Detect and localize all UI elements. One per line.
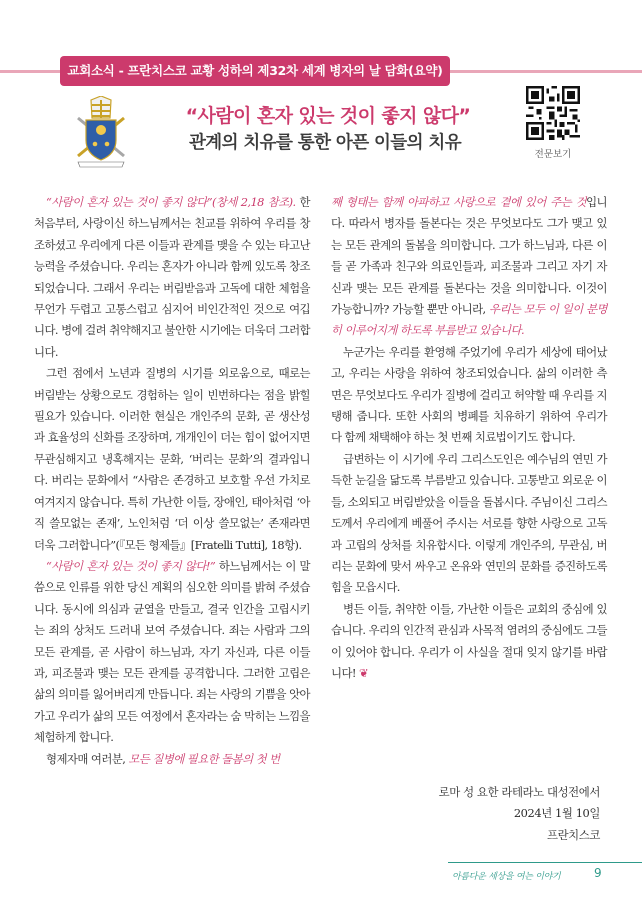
magazine-name: 아름다운 세상을 여는 이야기 bbox=[452, 872, 561, 882]
paragraph-text: 형제자매 여러분, bbox=[46, 751, 129, 766]
article-subtitle: 관계의 치유를 통한 아픈 이들의 치유 bbox=[188, 133, 462, 153]
signature-name: 프란치스코 bbox=[546, 827, 600, 842]
paragraph-text: 한처음부터, 사랑이신 하느님께서는 친교를 위하여 우리를 창조하셨고 우리에게 다른 이들과 관계를 맺을 수 있는 타고난 능력을 주셨습니다. 우리는 혼자가 아니라 함께 있도록 창조되었습니다. 그래서 우리는 버림받음과 고독에 대한 체험을 무언가 두렵고 고통스럽고 심지어 비인간적인 것으로 여깁니다. 병에 걸려 취약해지고 불안한 시기에는 더욱더 그러합니다. bbox=[34, 195, 311, 359]
paragraph: 그런 점에서 노년과 질병의 시기를 외로움으로, 때로는 버림받는 상황으로도 경험하는 일이 빈번하다는 점을 밝힐 필요가 있습니다. 이러한 현실은 개인주의 문화, 곧 생산성과 효율성의 신화를 조장하며, 개개인이 더는 힘이 없어지면 무관심해지고 냉혹해지는 문화, ‘버리는 문화’의 결과입니다. 버리는 문화에서 “사람은 존경하고 보호할 우선 가치로 여겨지지 않습니다. 특히 가난한 이들, 장애인, 태아처럼 ‘아직 쓸모없는 존재’, 노인처럼 ‘더 이상 쓸모없는’ 존재라면 더욱 그러합니다”(『모든 형제들』[Fratelli Tutti], 18항). bbox=[34, 366, 310, 552]
papal-crest-icon bbox=[70, 96, 132, 168]
scripture-quote: “사람이 혼자 있는 것이 좋지 않다” bbox=[46, 195, 212, 209]
footer-rule bbox=[448, 862, 642, 863]
paragraph bbox=[34, 556, 310, 749]
section-banner: 교회소식 - 프란치스코 교황 성하의 제32차 세계 병자의 날 담화(요약) bbox=[60, 56, 450, 86]
paragraph bbox=[331, 599, 607, 685]
paragraph bbox=[34, 192, 310, 363]
paragraph: 급변하는 이 시기에 우리 그리스도인은 예수님의 연민 가득한 눈길을 닮도록 부름받고 있습니다. 고통받고 외로운 이들, 소외되고 버림받았을 이들을 돌봅시다. 주님이신 그리스도께서 우리에게 베풀어 주시는 서로를 향한 사랑으로 고독과 고립의 상처를 치유합시다. 이렇게 개인주의, 무관심, 버리는 문화에 맞서 싸우고 온유와 연민의 문화를 증진하도록 힘을 모읍시다. bbox=[331, 451, 607, 595]
scripture-quote: “사람이 혼자 있는 것이 좋지 않다!” bbox=[46, 558, 216, 573]
paragraph-text: 하느님께서는 이 말씀으로 인류를 위한 당신 계획의 심오한 의미를 밝혀 주셨습니다. 동시에 의심과 균열을 만들고, 결국 인간을 고립시키는 죄의 상처도 드러내 보여 주셨습니다. 죄는 사람과 그의 모든 관계를, 곧 사람이 하느님과, 자기 자신과, 다른 이들과, 피조물과 맺는 모든 관계를 공격합니다. 그러한 고립은 삶의 의미를 잃어버리게 만듭니다. 죄는 사랑의 기쁨을 앗아가고 우리가 삶의 모든 여정에서 혼자라는 숨 막히는 느낌을 체험하게 합니다. bbox=[34, 558, 310, 745]
page-number: 9 bbox=[594, 866, 602, 880]
paragraph bbox=[34, 749, 310, 770]
leaf-icon: ❦ bbox=[359, 665, 369, 680]
paragraph bbox=[331, 192, 607, 342]
qr-code-icon[interactable] bbox=[526, 86, 580, 140]
signature-place: 로마 성 요한 라테라노 대성전에서 bbox=[438, 785, 600, 799]
paragraph: 누군가는 우리를 환영해 주었기에 우리가 세상에 태어났고, 우리는 사랑을 위하여 창조되었습니다. 삶의 이러한 측면은 무엇보다도 우리가 질병에 걸리고 허약할 때 우리를 지탱해 줍니다. 또한 사회의 병폐를 치유하기 위하여 우리가 다 함께 채택해야 하는 첫 번째 치료법이기도 합니다. bbox=[331, 344, 607, 445]
signature-block bbox=[380, 782, 600, 846]
article-title: “사람이 혼자 있는 것이 좋지 않다” bbox=[185, 105, 471, 127]
signature-date: 2024년 1월 10일 bbox=[513, 806, 600, 821]
qr-label[interactable]: 전문보기 bbox=[534, 149, 572, 160]
scripture-ref: (창세 2,18 참조). bbox=[211, 195, 296, 209]
emphasis-text: 우리는 모두 이 일이 분명히 이루어지게 하도록 부름받고 있습니다. bbox=[331, 302, 607, 338]
emphasis-text: 모든 질병에 필요한 돌봄의 첫 번 bbox=[128, 751, 280, 766]
left-column bbox=[34, 192, 310, 770]
emphasis-text: 째 형태는 함께 아파하고 사랑으로 곁에 있어 주는 것 bbox=[331, 195, 587, 209]
paragraph-text: 병든 이들, 취약한 이들, 가난한 이들은 교회의 중심에 있습니다. 우리의 인간적 관심과 사목적 염려의 중심에도 그들이 있어야 합니다. 우리가 이 사실을 절대 잊지 않기를 바랍니다! bbox=[331, 601, 607, 680]
right-column bbox=[331, 192, 607, 684]
paragraph-text: 입니다. 따라서 병자를 돌본다는 것은 무엇보다도 그가 맺고 있는 모든 관계의 돌봄을 의미합니다. 그가 하느님과, 다른 이들 곧 가족과 친구와 의료인들과, 피조물과 그리고 자기 자신과 맺는 모든 관계를 돌본다는 것을 의미합니다. 이것이 가능합니까? 가능할 뿐만 아니라, bbox=[331, 195, 607, 317]
